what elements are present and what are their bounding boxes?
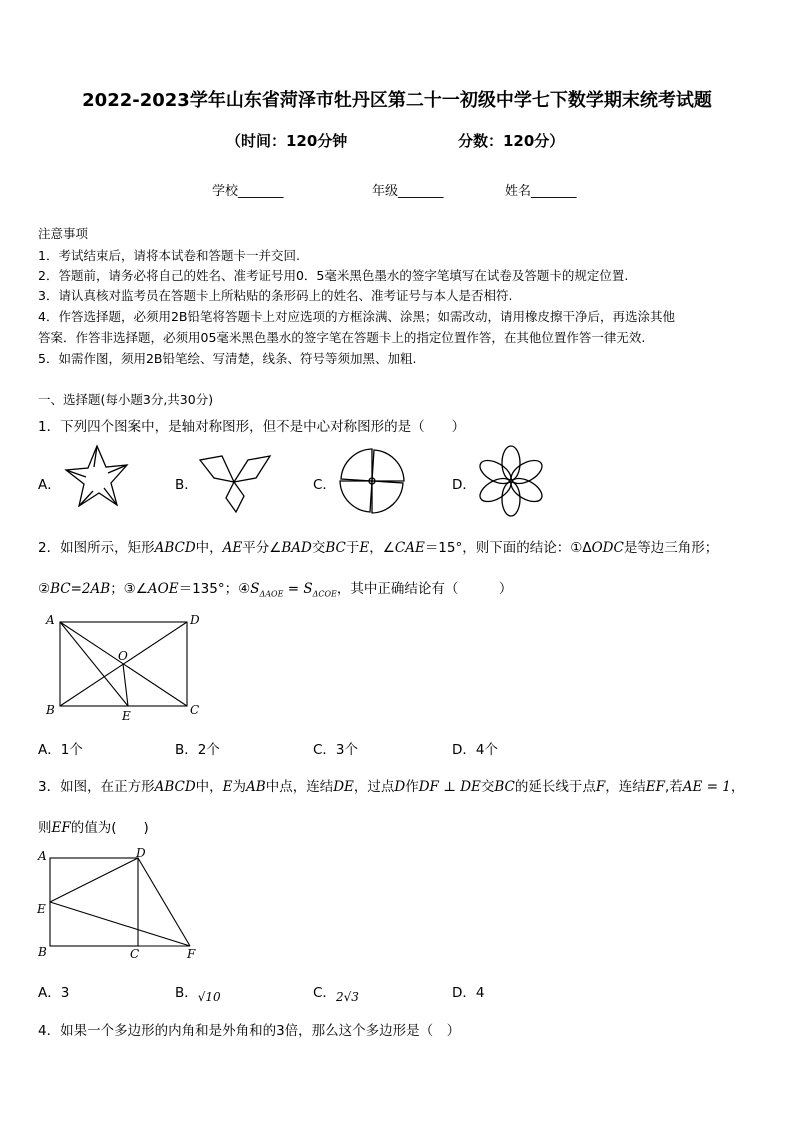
q2-option-d: D．4个 <box>452 742 498 758</box>
notice-item: 3．请认真核对监考员在答题卡上所粘贴的条形码上的姓名、准考证号与本人是否相符. <box>38 288 513 303</box>
q2-option-c: C．3个 <box>313 742 359 758</box>
star-pinwheel-icon <box>60 444 134 514</box>
notice-item: 答案．作答非选择题，必须用05毫米黑色墨水的签字笔在答题卡上的指定位置作答，在其他位置作答一律无效. <box>38 330 646 345</box>
name-field: 姓名_______ <box>505 184 577 199</box>
q1-option-a: A． <box>38 477 61 493</box>
rectangle-abcd-figure <box>40 610 210 725</box>
square-abcd-figure <box>36 846 206 964</box>
q2-stem-line2: ②BC=2AB；③∠AOE＝135°；$④S_{\Delta AOE} = S_{\Delta COE}$，其中正确结论有（ ） <box>38 581 513 599</box>
label-a: A <box>46 613 55 627</box>
q1-option-d: D． <box>452 477 476 493</box>
label-a: A <box>38 849 47 863</box>
six-petal-flower-icon <box>474 444 548 518</box>
q3-option-b: B．√10 <box>175 985 221 1004</box>
school-field: 学校_______ <box>212 184 284 199</box>
label-e: E <box>37 902 46 916</box>
grade-field: 年级_______ <box>372 184 444 199</box>
section-heading: 一、选择题(每小题3分,共30分) <box>38 392 214 407</box>
label-f: F <box>187 947 196 961</box>
q1-stem: 1．下列四个图案中，是轴对称图形，但不是中心对称图形的是（ ） <box>38 419 466 435</box>
notice-item: 1．考试结束后，请将本试卷和答题卡一并交回. <box>38 248 300 263</box>
exam-score: 分数：120分） <box>458 132 565 150</box>
label-d: D <box>190 613 200 627</box>
label-b: B <box>38 945 47 959</box>
label-c: C <box>130 947 140 961</box>
notice-item: 2．答题前，请务必将自己的姓名、准考证号用0．5毫米黑色墨水的签字笔填写在试卷及答题卡的规定位置. <box>38 268 629 283</box>
q2-stem-line1: 2．如图所示，矩形ABCD中，AE平分∠BAD交BC于E，∠CAE＝15°，则下面的结论：①ΔODC是等边三角形； <box>38 540 719 556</box>
label-d: D <box>136 846 146 860</box>
q1-option-b: B． <box>175 477 198 493</box>
q2-option-b: B．2个 <box>175 742 220 758</box>
q3-option-a: A．3 <box>38 985 70 1001</box>
q3-stem-line1: 3．如图，在正方形ABCD中，E为AB中点，连结DE，过点D作DF ⊥ DE交BC的延长线于点F，连结EF,若AE = 1， <box>38 779 745 795</box>
label-c: C <box>190 703 200 717</box>
exam-time: （时间：120分钟 <box>226 132 348 150</box>
pinwheel-circle-icon <box>336 446 408 516</box>
q2-option-a: A．1个 <box>38 742 83 758</box>
three-rhombus-icon <box>196 448 274 514</box>
notice-item: 4．作答选择题，必须用2B铅笔将答题卡上对应选项的方框涂满、涂黑；如需改动，请用橡皮擦干净后，再选涂其他 <box>38 309 675 324</box>
label-b: B <box>46 703 55 717</box>
label-e: E <box>122 709 131 723</box>
notice-heading: 注意事项 <box>38 226 89 241</box>
exam-title: 2022-2023学年山东省菏泽市牡丹区第二十一初级中学七下数学期末统考试题 <box>82 90 712 111</box>
label-o: O <box>118 649 128 663</box>
q1-option-c: C． <box>313 477 336 493</box>
q3-option-c: C．2√3 <box>313 985 359 1004</box>
q4-stem: 4．如果一个多边形的内角和是外角和的3倍，那么这个多边形是（ ） <box>38 1023 461 1039</box>
q3-option-d: D．4 <box>452 985 485 1001</box>
notice-item: 5．如需作图，须用2B铅笔绘、写清楚，线条、符号等须加黑、加粗. <box>38 351 417 366</box>
q3-stem-line2: 则EF的值为( ) <box>38 820 149 836</box>
